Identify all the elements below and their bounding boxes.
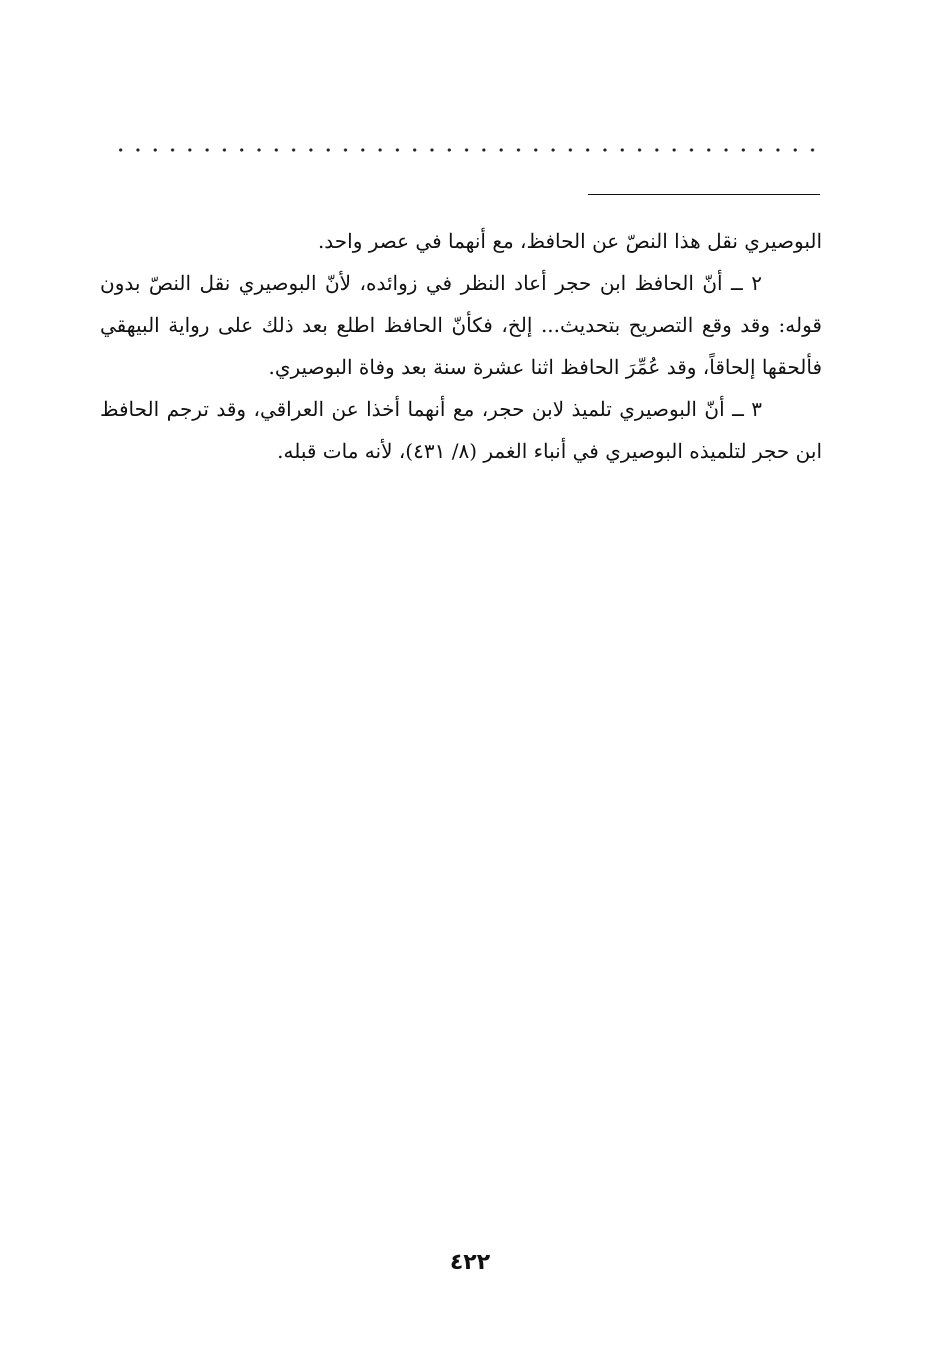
page-number: ٤٢٢ — [449, 1250, 491, 1275]
footnote-paragraph-point-3: ٣ ــ أنّ البوصيري تلميذ لابن حجر، مع أنهما أخذا عن العراقي، وقد ترجم الحافظ ابن حجر لتلميذه البوصيري في أنباء الغمر (٨/ ٤٣١)، لأنه مات قبله. — [100, 397, 822, 463]
footnote-separator-line — [588, 194, 820, 195]
footnote-paragraph-continuation: البوصيري نقل هذا النصّ عن الحافظ، مع أنهما في عصر واحد. — [317, 229, 822, 253]
footnote-text-block — [100, 220, 822, 472]
dotted-separator — [112, 146, 820, 154]
footnote-paragraph-point-2: ٢ ــ أنّ الحافظ ابن حجر أعاد النظر في زوائده، لأنّ البوصيري نقل النصّ بدون قوله: وقد وقع التصريح بتحديث... إلخ، فكأنّ الحافظ اطلع بعد ذلك على رواية البيهقي فألحقها إلحاقاً، وقد عُمِّرَ الحافظ اثنا عشرة سنة بعد وفاة البوصيري. — [100, 271, 822, 379]
